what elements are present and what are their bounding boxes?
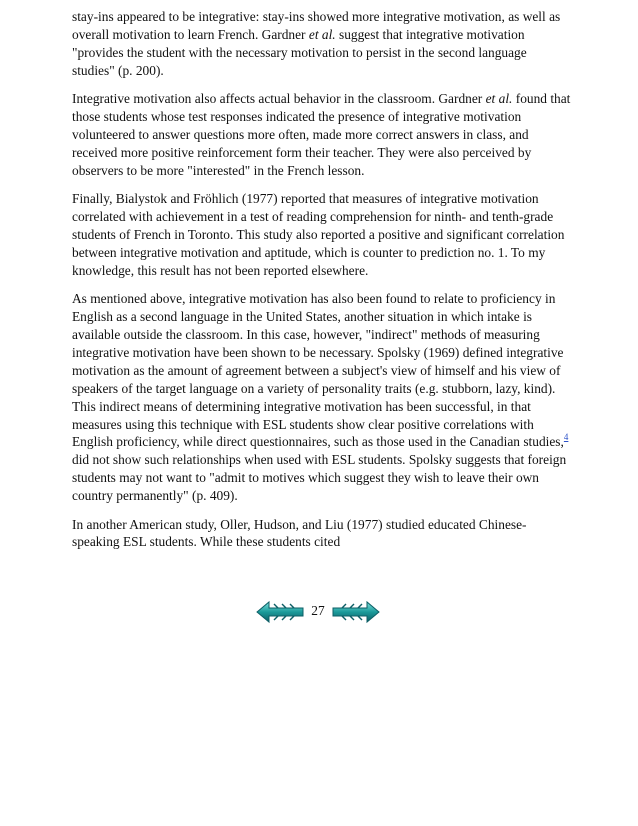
text-span: Integrative motivation also affects actual behavior in the classroom. Gardner xyxy=(72,91,486,107)
text-span: suggest that integrative motivation "provides the student with the necessary motivation to persist in the second language studies" (p. 200). xyxy=(72,26,527,78)
italic-text: et al. xyxy=(308,26,336,42)
text-span: Finally, Bialystok and Fröhlich (1977) reported that measures of integrative motivation correlated with achievement in a test of reading comprehension for ninth- and tenth-grade students of French in Toronto. This study also reported a positive and significant correlation between integrative motivation and aptitude, which is counter to prediction no. 1. To my knowledge, this result has not been reported elsewhere. xyxy=(72,191,565,278)
text-span: As mentioned above, integrative motivation has also been found to relate to proficiency in English as a second language in the United States, another situation in which intake is available outside the classroom. In this case, however, "indirect" methods of measuring integrative motivation have been shown to be necessary. Spolsky (1969) defined integrative motivation as the amount of agreement between a subject's view of himself and his view of speakers of the target language on a variety of personality traits (e.g. stubborn, lazy, kind). This indirect means of determining integrative motivation has been successful, in that measures using this technique with ESL students show clear positive correlations with English proficiency, while direct questionnaires, such as those used in the Canadian studies, xyxy=(72,291,564,450)
page-number: 27 xyxy=(311,603,325,618)
italic-text: et al. xyxy=(485,91,513,107)
paragraph xyxy=(72,290,572,505)
footnote-link[interactable]: 4 xyxy=(563,432,569,443)
text-span: stay-ins appeared to be integrative: stay-ins showed more integrative motivation, as well as overall motivation to learn French. Gardner xyxy=(72,9,561,42)
page-navigation xyxy=(256,599,382,625)
paragraph xyxy=(72,8,572,80)
body-text xyxy=(72,8,572,562)
paragraph xyxy=(72,516,572,552)
text-span: found that those students whose test responses indicated the presence of integrative motivation volunteered to answer questions more often, made more correct answers in class, and received more positive reinforcement form their teacher. They were also perceived by observers to be more "interested" in the French lesson. xyxy=(72,91,571,178)
text-span: did not show such relationships when used with ESL students. Spolsky suggests that foreign students may not want to "admit to motives which suggest they wish to leave their own country permanently" (p. 409). xyxy=(72,452,567,504)
previous-page-icon[interactable] xyxy=(256,599,304,625)
paragraph xyxy=(72,90,572,180)
next-page-icon[interactable] xyxy=(332,599,380,625)
text-span: In another American study, Oller, Hudson, and Liu (1977) studied educated Chinese-speaking ESL students. While these students cited xyxy=(72,516,527,550)
paragraph xyxy=(72,190,572,280)
